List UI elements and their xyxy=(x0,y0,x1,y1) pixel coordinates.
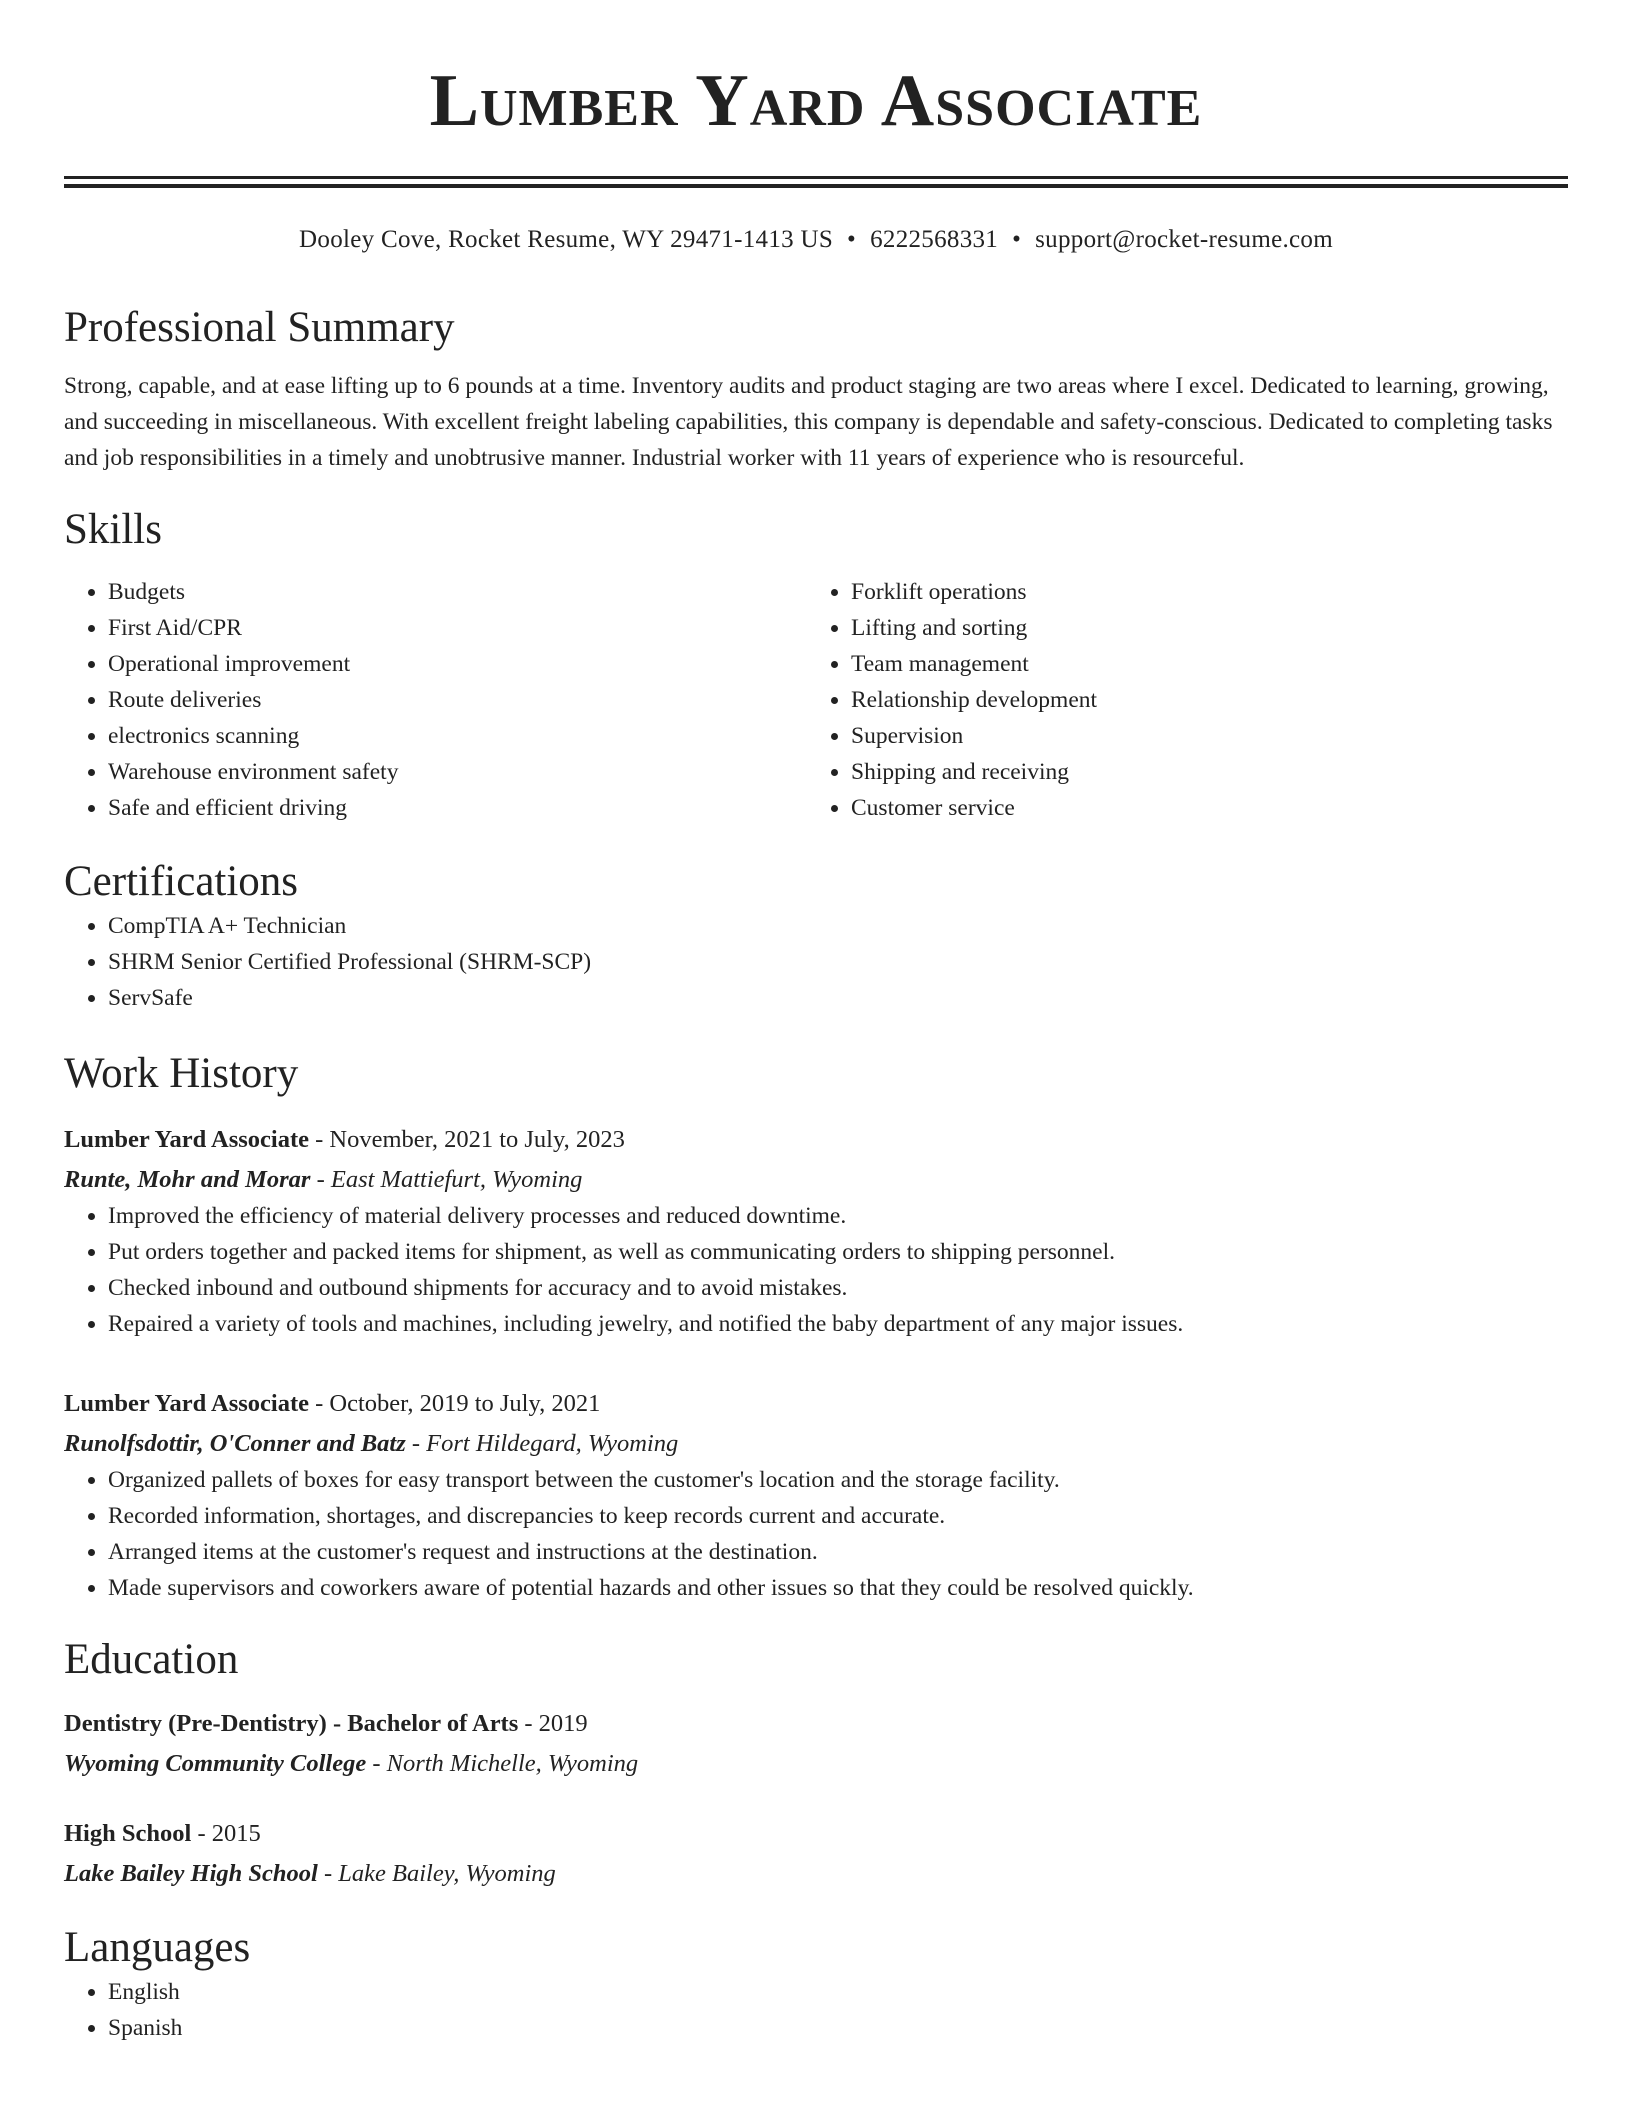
skill-item: • Route deliveries xyxy=(108,682,807,718)
job-duties-list xyxy=(64,1198,1568,1342)
section-title-skills: Skills xyxy=(64,506,162,553)
education-entry xyxy=(64,1816,1568,1892)
job-duty-item: • Arranged items at the customer's request and instructions at the destination. xyxy=(108,1534,1568,1570)
certification-item: • SHRM Senior Certified Professional (SHRM-SCP) xyxy=(108,944,1568,980)
summary-paragraph: Strong, capable, and at ease lifting up to 6 pounds at a time. Inventory audits and product staging are two areas where I excel. Dedicated to learning, growing, and succeeding in miscellaneous. With excellent freight labeling capabilities, this company is dependable and safety-conscious. Dedicated to completing tasks and job responsibilities in a timely and unobtrusive manner. Industrial worker with 11 years of experience who is resourceful. xyxy=(64,373,1553,471)
skill-item: • Lifting and sorting xyxy=(851,610,1568,646)
education-location: - North Michelle, Wyoming xyxy=(366,1750,639,1777)
job-role: Lumber Yard Associate xyxy=(64,1390,309,1417)
job-company-line xyxy=(64,1426,1568,1462)
education-school: Wyoming Community College xyxy=(64,1750,367,1777)
certification-item: • ServSafe xyxy=(108,980,1568,1016)
job-dates: - November, 2021 to July, 2023 xyxy=(309,1126,625,1153)
job-location: - Fort Hildegard, Wyoming xyxy=(405,1430,679,1457)
language-item: • Spanish xyxy=(108,2010,1568,2046)
contact-address: Dooley Cove, Rocket Resume, WY 29471-1413 US xyxy=(299,226,834,253)
education-location: - Lake Bailey, Wyoming xyxy=(317,1860,556,1887)
skill-item: • Safe and efficient driving xyxy=(108,790,807,826)
job-title-line xyxy=(64,1386,1568,1422)
job-duty-item: • Put orders together and packed items for shipment, as well as communicating orders to shipping personnel. xyxy=(108,1234,1568,1270)
education-year: - 2019 xyxy=(518,1710,588,1737)
education-year: - 2015 xyxy=(191,1820,261,1847)
skill-item: • Supervision xyxy=(851,718,1568,754)
job-company: Runolfsdottir, O'Conner and Batz xyxy=(64,1430,406,1457)
section-title-work-history: Work History xyxy=(64,1050,299,1097)
certification-item: • CompTIA A+ Technician xyxy=(108,908,1568,944)
job-company: Runte, Mohr and Morar xyxy=(64,1166,311,1193)
education-degree: High School xyxy=(64,1820,192,1847)
header-double-rule xyxy=(64,176,1568,188)
education-entry xyxy=(64,1706,1568,1782)
job-duty-item: • Recorded information, shortages, and discrepancies to keep records current and accurate. xyxy=(108,1498,1568,1534)
job-duty-item: • Repaired a variety of tools and machines, including jewelry, and notified the baby department of any major issues. xyxy=(108,1306,1568,1342)
education-school: Lake Bailey High School xyxy=(64,1860,318,1887)
languages-list xyxy=(64,1974,1568,2046)
certifications-list xyxy=(64,908,1568,1016)
section-title-certifications: Certifications xyxy=(64,858,299,905)
job-duty-item: • Checked inbound and outbound shipments for accuracy and to avoid mistakes. xyxy=(108,1270,1568,1306)
section-title-education: Education xyxy=(64,1636,239,1683)
contact-line xyxy=(64,224,1568,256)
job-dates: - October, 2019 to July, 2021 xyxy=(309,1390,601,1417)
language-item: • English xyxy=(108,1974,1568,2010)
job-duty-item: • Improved the efficiency of material delivery processes and reduced downtime. xyxy=(108,1198,1568,1234)
section-title-languages: Languages xyxy=(64,1924,251,1971)
skills-list-right xyxy=(807,574,1568,826)
job-entry xyxy=(64,1122,1568,1342)
skill-item: • Relationship development xyxy=(851,682,1568,718)
contact-separator: • xyxy=(847,226,857,253)
skill-item: • Forklift operations xyxy=(851,574,1568,610)
education-school-line xyxy=(64,1856,1568,1892)
skill-item: • electronics scanning xyxy=(108,718,807,754)
job-company-line xyxy=(64,1162,1568,1198)
section-title-summary: Professional Summary xyxy=(64,304,455,351)
job-title-line xyxy=(64,1122,1568,1158)
skill-item: • Customer service xyxy=(851,790,1568,826)
skill-item: • Operational improvement xyxy=(108,646,807,682)
education-degree: Dentistry (Pre-Dentistry) - Bachelor of Arts xyxy=(64,1710,519,1737)
job-role: Lumber Yard Associate xyxy=(64,1126,309,1153)
skills-grid xyxy=(64,574,1568,826)
job-location: - East Mattiefurt, Wyoming xyxy=(310,1166,583,1193)
education-degree-line xyxy=(64,1706,1568,1742)
skill-item: • First Aid/CPR xyxy=(108,610,807,646)
contact-email: support@rocket-resume.com xyxy=(1035,226,1333,253)
job-duties-list xyxy=(64,1462,1568,1606)
contact-separator: • xyxy=(1012,226,1022,253)
job-duty-item: • Organized pallets of boxes for easy transport between the customer's location and the storage facility. xyxy=(108,1462,1568,1498)
skill-item: • Budgets xyxy=(108,574,807,610)
contact-phone: 6222568331 xyxy=(870,226,999,253)
skill-item: • Shipping and receiving xyxy=(851,754,1568,790)
skill-item: • Team management xyxy=(851,646,1568,682)
resume-name-heading: Lumber Yard Associate xyxy=(429,60,1203,142)
skills-list-left xyxy=(64,574,807,826)
education-degree-line xyxy=(64,1816,1568,1852)
skill-item: • Warehouse environment safety xyxy=(108,754,807,790)
job-duty-item: • Made supervisors and coworkers aware of potential hazards and other issues so that they could be resolved quickly. xyxy=(108,1570,1568,1606)
job-entry xyxy=(64,1386,1568,1606)
education-school-line xyxy=(64,1746,1568,1782)
